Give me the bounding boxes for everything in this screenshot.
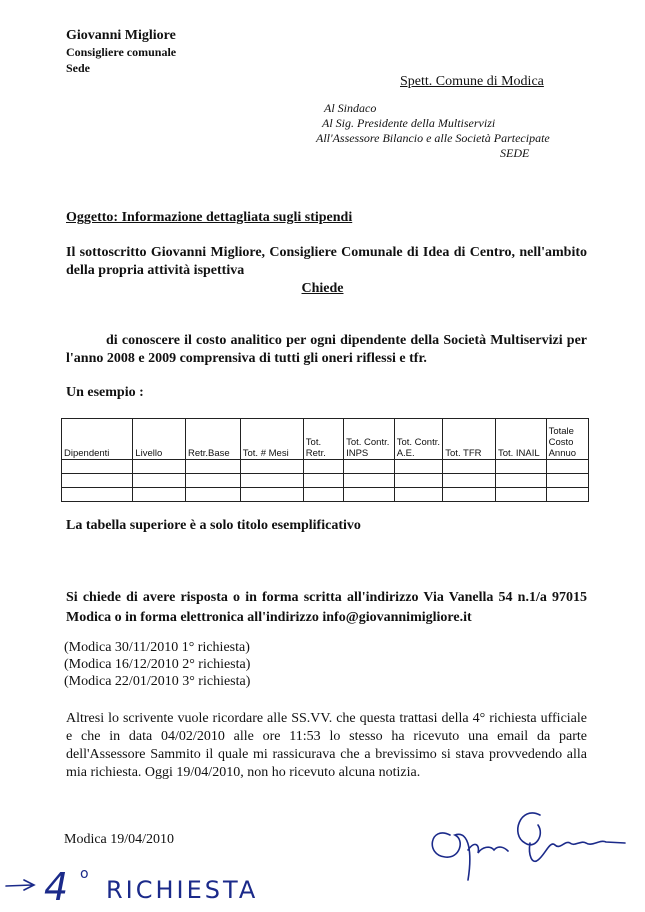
example-label: Un esempio : [66, 385, 144, 400]
sender-role: Consigliere comunale [66, 45, 177, 59]
sender-name: Giovanni Migliore [66, 28, 176, 43]
table-header-row [62, 419, 589, 460]
table-header: Livello [133, 419, 186, 460]
intro-paragraph: Il sottoscritto Giovanni Migliore, Consigliere Comunale di Idea di Centro, nell'ambito della propria attività ispettiva [66, 245, 587, 278]
table-header: Tot. Contr. INPS [344, 419, 395, 460]
table-header: Tot. # Mesi [240, 419, 303, 460]
table-header: Totale Costo Annuo [546, 419, 588, 460]
recipient-line: Al Sig. Presidente della Multiservizi [322, 116, 496, 130]
chiede-text: Chiede [301, 281, 344, 296]
history-item: (Modica 22/01/2010 3° richiesta) [64, 674, 251, 689]
sender-place: Sede [66, 61, 90, 75]
handwritten-note-word: RICHIESTA [106, 876, 259, 904]
request-history [64, 639, 250, 690]
recipient-lines [316, 101, 550, 161]
letter-date: Modica 19/04/2010 [64, 832, 175, 847]
table-row [62, 460, 589, 474]
history-item: (Modica 16/12/2010 2° richiesta) [64, 657, 251, 672]
recipient-header: Spett. Comune di Modica [400, 74, 544, 89]
subject-line: Oggetto: Informazione dettagliata sugli stipendi [66, 210, 353, 225]
table-header: Tot. Contr. A.E. [394, 419, 443, 460]
table-row [62, 474, 589, 488]
handwritten-note-number: 4 [44, 865, 69, 908]
recipient-line: Al Sindaco [324, 101, 377, 115]
table-header: Retr.Base [185, 419, 240, 460]
recipient-line: All'Assessore Bilancio e alle Società Partecipate [316, 131, 550, 145]
handwritten-signature [420, 795, 630, 885]
history-item: (Modica 30/11/2010 1° richiesta) [64, 640, 250, 655]
example-table [61, 418, 589, 502]
table-header: Dipendenti [62, 419, 133, 460]
table-note: La tabella superiore è a solo titolo esemplificativo [66, 518, 361, 533]
closing-paragraph: Altresi lo scrivente vuole ricordare alle SS.VV. che questa trattasi della 4° richiesta ufficiale e che in data 04/02/2010 alle ore 11:53 lo stesso ha ricevuto una email da parte dell'Assessore Sammito il quale mi rassicurava che a brevissimo si stava provvedendo alla mia richiesta. Oggi 19/04/2010, non ho ricevuto alcuna notizia. [66, 711, 587, 780]
sender-block [66, 28, 176, 76]
table-header: Tot. TFR [443, 419, 496, 460]
contact-request-paragraph: Si chiede di avere risposta o in forma scritta all'indirizzo Via Vanella 54 n.1/a 97015 Modica o in forma elettronica all'indirizzo info@giovannimigliore.it [66, 590, 587, 625]
handwritten-note-degree: o [80, 866, 89, 882]
chiede-heading [0, 281, 645, 297]
request-details-text: di conoscere il costo analitico per ogni dipendente della Società Multiservizi per l'anno 2008 e 2009 comprensiva di tutti gli oneri riflessi e tfr. [66, 333, 587, 366]
table-row [62, 488, 589, 502]
recipient-sede: SEDE [500, 146, 530, 160]
request-details-paragraph [66, 332, 587, 368]
handwritten-note [4, 858, 284, 908]
table-header: Tot. Retr. [303, 419, 343, 460]
table-header: Tot. INAIL [495, 419, 546, 460]
